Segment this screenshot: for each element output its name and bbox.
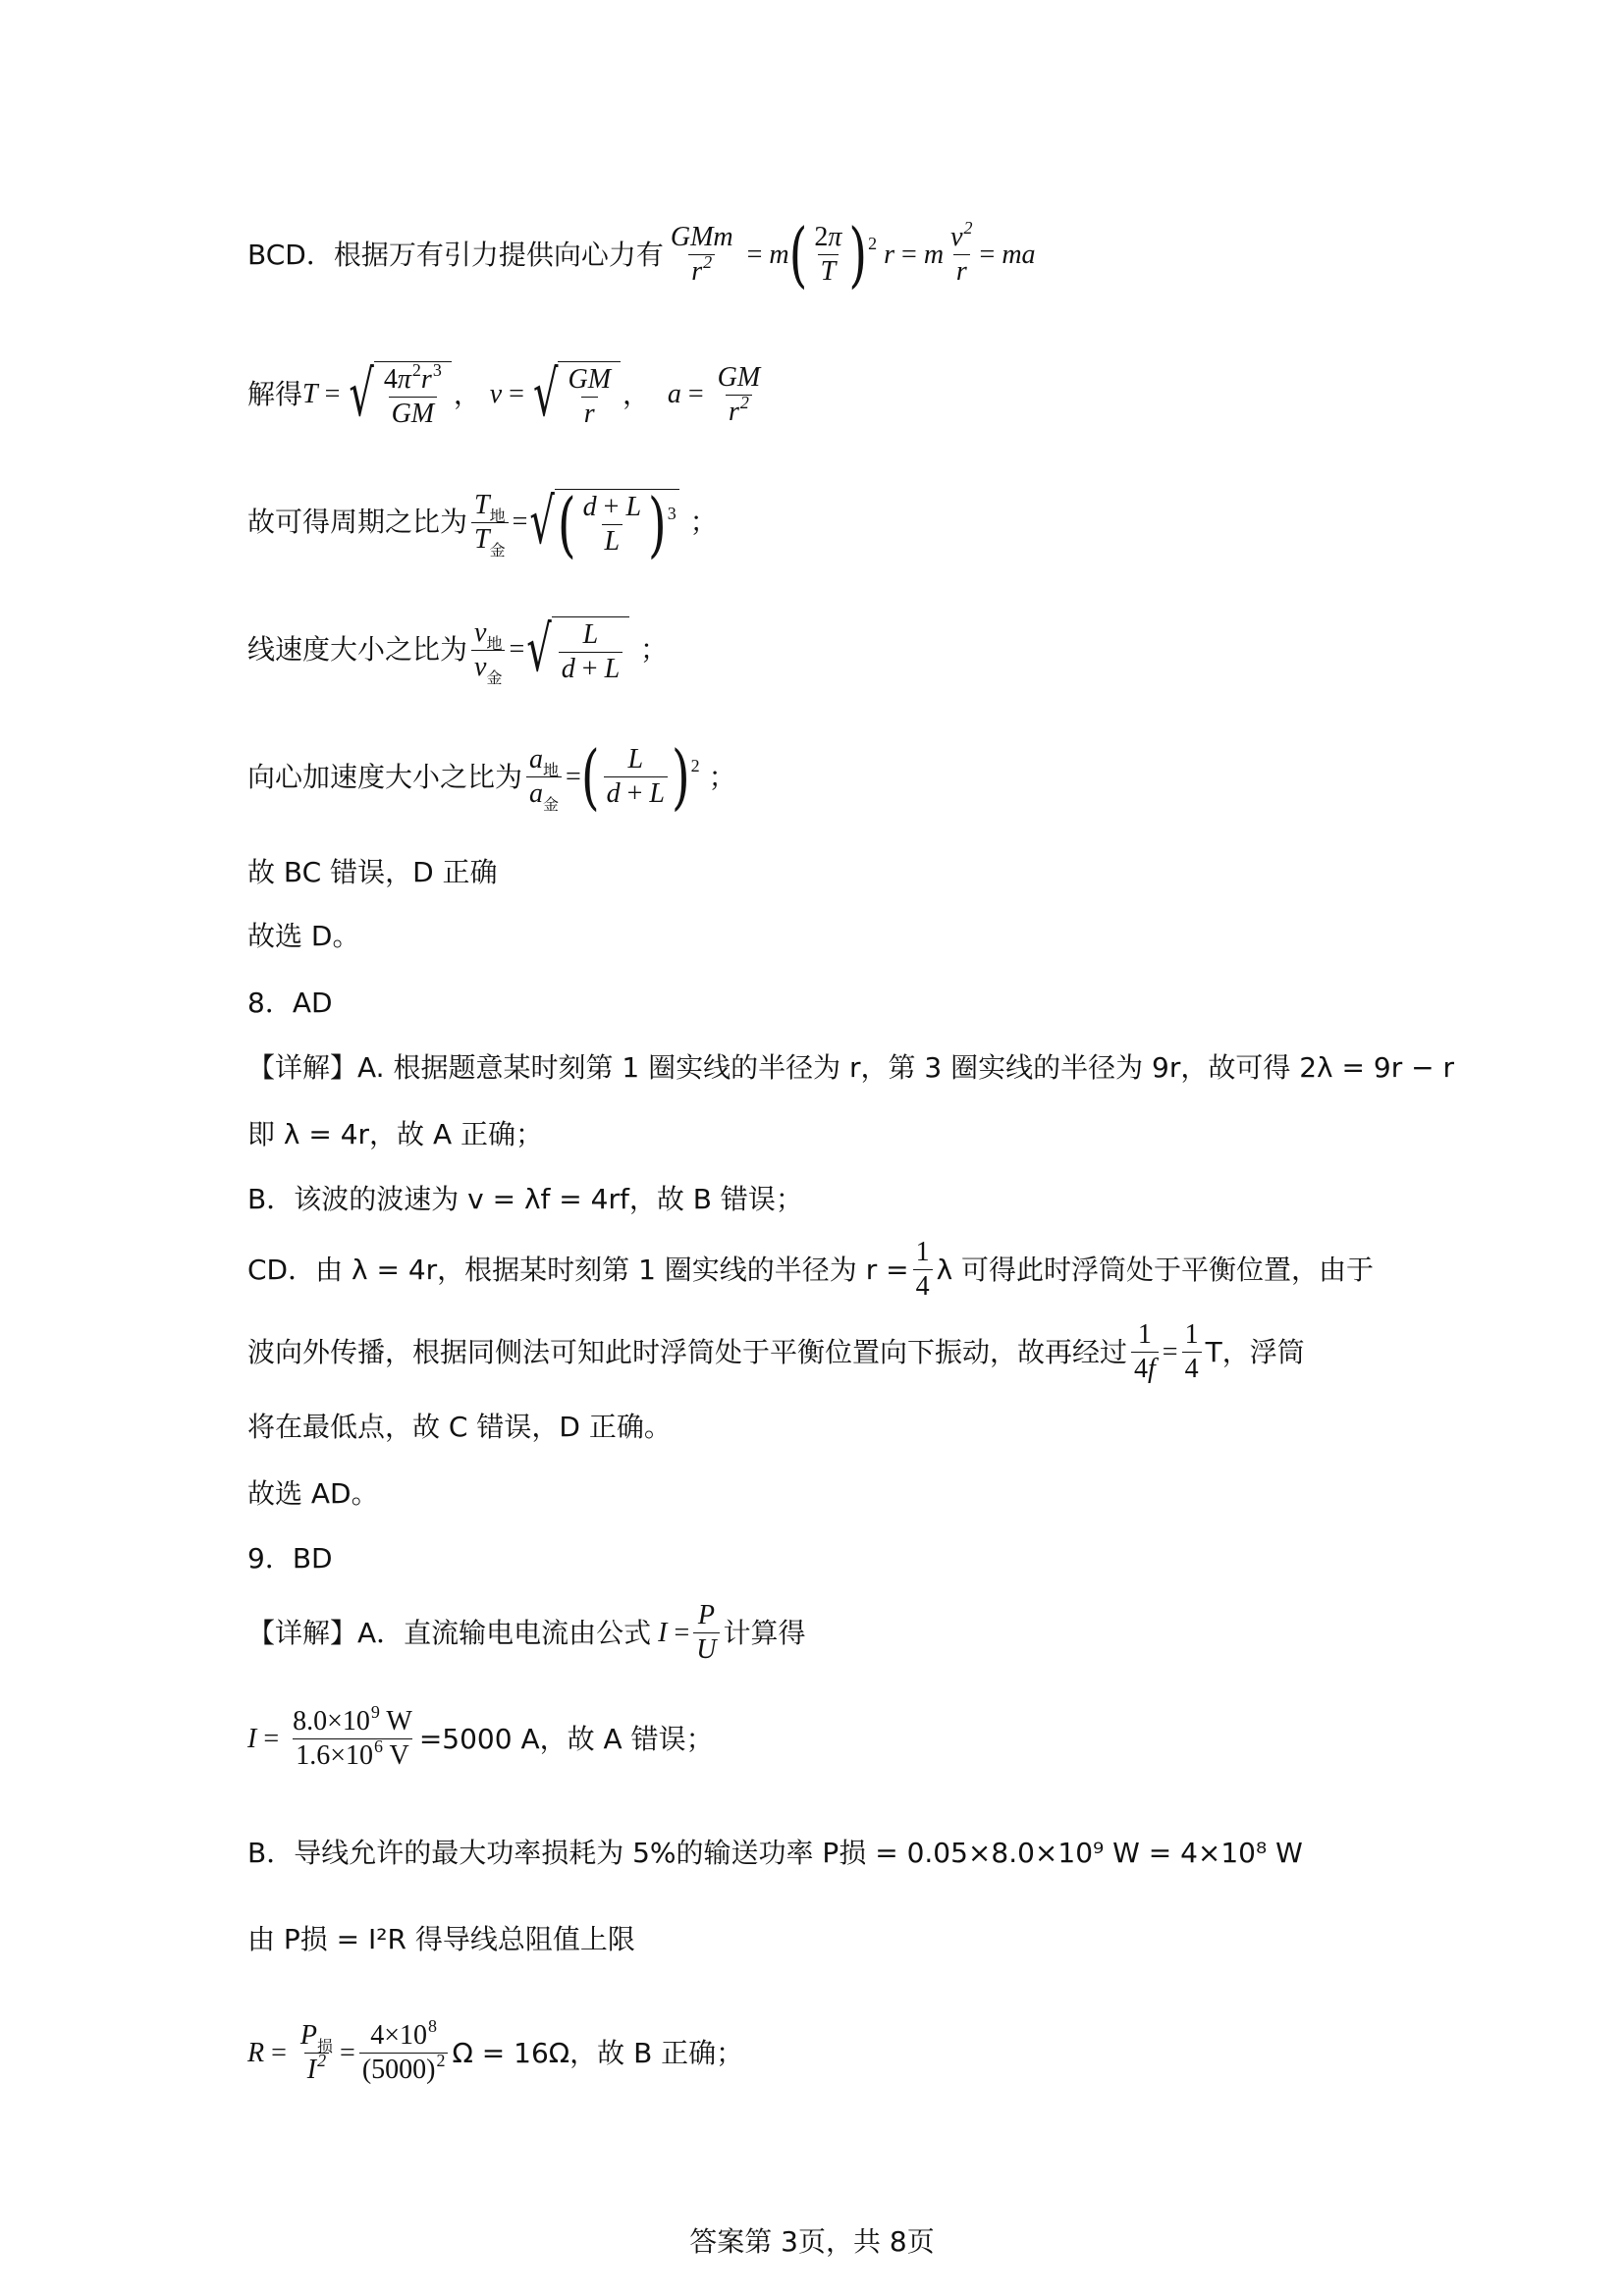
text-line: 【详解】A. 根据题意某时刻第 1 圈实线的半径为 r，第 3 圈实线的半径为 9r，故可得 2λ = 9r − r <box>247 1051 1454 1084</box>
formula-line-velocity-ratio: 线速度大小之比为 $\frac{v_地}{v_金}$ = √ $\frac{L}{d + L}$ ； <box>247 614 669 687</box>
formula-line-solutions: 解得 T = √ $\frac{4\pi^2r^3}{GM}$ ， v = √ $\frac{GM}{r}$ ， a = $\frac{GM}{r^2}$ <box>247 358 761 431</box>
text-line-wave: 波向外传播，根据同侧法可知此时浮筒处于平衡位置向下振动，故再经过 $\frac{1}{4f}$ = $\frac{1}{4}$ T，浮筒 <box>247 1319 1305 1384</box>
text-line: 故选 D。 <box>247 920 360 952</box>
page-footer: 答案第 3页，共 8页 <box>689 2225 935 2258</box>
formula-line-gravity: BCD．根据万有引力提供向心力有 $\frac{\text{GMm}}{r^2}$ = m ( $\frac{2\pi}{T}$ ) 2 r = m $\frac{v^2}{r}$ = ma <box>247 213 1036 296</box>
text-line: B．该波的波速为 v = λf = 4rf，故 B 错误； <box>247 1183 803 1215</box>
question-number-8: 8．AD <box>247 987 333 1019</box>
question-number-9: 9．BD <box>247 1542 333 1575</box>
text-line: 即 λ = 4r，故 A 正确； <box>247 1118 544 1150</box>
text-line: 故 BC 错误，D 正确 <box>247 856 498 888</box>
text-line-cd: CD．由 λ = 4r，根据某时刻第 1 圈实线的半径为 r = $\frac{1}{4}$ λ 可得此时浮筒处于平衡位置，由于 <box>247 1237 1375 1302</box>
text-line: 由 P损 = I²R 得导线总阻值上限 <box>247 1923 635 1955</box>
formula-line-current-value: I = $\frac{8.0\times 10^9 W}{1.6\times 10^6 V}$ =5000 A，故 A 错误； <box>247 1702 714 1771</box>
formula-line-acceleration-ratio: 向心加速度大小之比为 $\frac{a_地}{a_金}$ = ( $\frac{L}{d + L}$ ) 2 ； <box>247 735 736 819</box>
text-line: B．导线允许的最大功率损耗为 5%的输送功率 P损 = 0.05×8.0×10⁹ W = 4×10⁸ W <box>247 1837 1303 1869</box>
text-line-current: 【详解】A．直流输电电流由公式 I = $\frac{P}{U}$ 计算得 <box>247 1600 806 1665</box>
text-line: 将在最低点，故 C 错误，D 正确。 <box>247 1411 672 1443</box>
formula-line-resistance: R = $\frac{P_损}{I^2}$ = $\frac{4\times 10^8}{(5000)^2}$ Ω = 16Ω，故 B 正确； <box>247 2016 744 2085</box>
text-line: 故选 AD。 <box>247 1477 379 1510</box>
formula-line-period-ratio: 故可得周期之比为 $\frac{T_地}{T_金}$ = √ ( $\frac{d + L}{L}$ ) 3 ； <box>247 483 718 566</box>
